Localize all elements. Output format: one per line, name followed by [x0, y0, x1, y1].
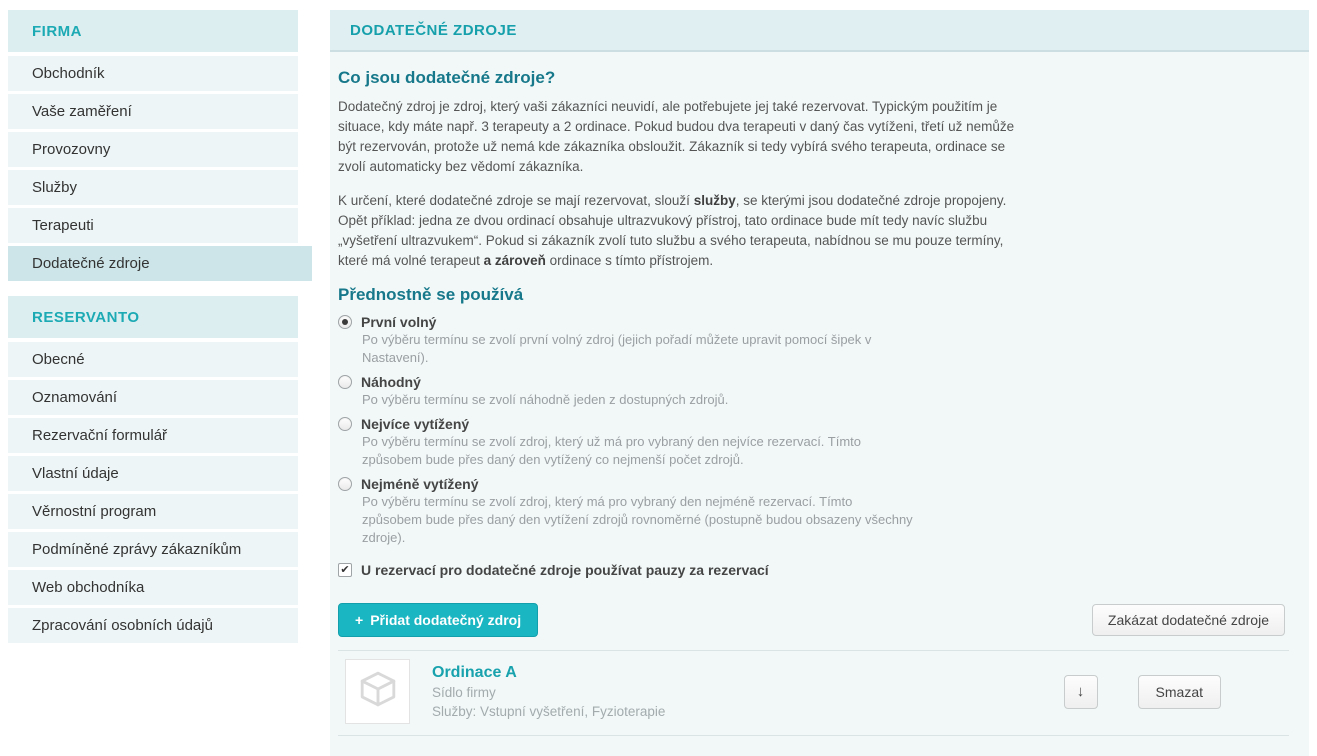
resource-thumbnail: [345, 659, 410, 724]
p2-text-c: , se kterými jsou dodatečné zdroje propojeny. Opět příklad: jedna ze dvou ordinací obsahuje ultrazvukový přístroj, tato ordinace bude mít tedy navíc službu „vyšetření ultrazvukem“. Pokud si zákazník zvolí tuto službu a svého terapeuta, nabídnou se mu pouze termíny, které má volné terapeut: [338, 193, 1007, 268]
divider: [338, 735, 1289, 736]
main-panel: [330, 10, 1309, 756]
add-resource-button[interactable]: [338, 603, 538, 637]
sidebar-item-vase-zamereni[interactable]: Vaše zaměření: [8, 94, 298, 129]
pauses-checkbox-row[interactable]: [338, 562, 1289, 578]
priority-option-least-busy: [338, 476, 1289, 547]
radio-description: Po výběru termínu se zvolí zdroj, který má pro vybraný den nejméně rezervací. Tímto způsobem bude přes daný den vytížení zdrojů rovnoměrné (postupně budou obsazeny všechny zdroje).: [362, 494, 913, 545]
p2-text-a: K určení, které dodatečné zdroje se mají rezervovat, slouží: [338, 193, 694, 208]
sidebar-item-provozovny[interactable]: Provozovny: [8, 132, 298, 167]
sidebar-section-title-reservanto: RESERVANTO: [8, 296, 298, 338]
panel-body: [330, 52, 1309, 756]
sidebar-item-obchodnik[interactable]: Obchodník: [8, 56, 298, 91]
pauses-checkbox-label[interactable]: U rezervací pro dodatečné zdroje používat pauzy za rezervací: [361, 562, 769, 578]
radio-random[interactable]: [338, 375, 352, 389]
sidebar-items-reservanto: [8, 342, 298, 643]
radio-description: Po výběru termínu se zvolí první volný zdroj (jejich pořadí můžete upravit pomocí šipek v Nastavení).: [362, 332, 872, 365]
resource-controls: [1064, 675, 1221, 709]
priority-option-first-free: [338, 314, 1289, 367]
resource-services: Služby: Vstupní vyšetření, Fyzioterapie: [432, 703, 666, 719]
radio-least-busy[interactable]: [338, 477, 352, 491]
sidebar-items-firma: [8, 56, 298, 281]
sidebar-item-zpracovani-udaju[interactable]: Zpracování osobních údajů: [8, 608, 298, 643]
resource-name-link[interactable]: Ordinace A: [432, 663, 517, 681]
priority-option-row[interactable]: [338, 374, 1289, 390]
down-arrow-icon: ↓: [1076, 683, 1085, 700]
radio-description: Po výběru termínu se zvolí náhodně jeden z dostupných zdrojů.: [362, 392, 729, 407]
sidebar-item-dodatecne-zdroje[interactable]: Dodatečné zdroje: [8, 246, 312, 281]
resource-location: Sídlo firmy: [432, 684, 496, 700]
radio-label[interactable]: Nejvíce vytížený: [361, 416, 470, 432]
sidebar-item-obecne[interactable]: Obecné: [8, 342, 298, 377]
intro-text: [338, 97, 1289, 271]
priority-option-most-busy: [338, 416, 1289, 469]
sidebar-section-reservanto: [8, 296, 298, 643]
disable-resources-button[interactable]: Zakázat dodatečné zdroje: [1092, 604, 1285, 636]
cube-icon: [355, 666, 401, 717]
intro-paragraph-2: [338, 191, 1028, 271]
p2-text-e: ordinace s tímto přístrojem.: [545, 253, 714, 268]
actions-row: [338, 603, 1289, 637]
pauses-checkbox[interactable]: [338, 563, 352, 577]
priority-heading: Přednostně se používá: [338, 285, 524, 304]
delete-resource-button[interactable]: Smazat: [1138, 675, 1221, 709]
sidebar-section-firma: [8, 10, 298, 281]
sidebar-item-vlastni-udaje[interactable]: Vlastní údaje: [8, 456, 298, 491]
sidebar-item-sluzby[interactable]: Služby: [8, 170, 298, 205]
page-title: DODATEČNÉ ZDROJE: [330, 10, 1309, 52]
priority-option-row[interactable]: [338, 314, 1289, 330]
radio-label[interactable]: První volný: [361, 314, 437, 330]
plus-icon: +: [355, 612, 364, 628]
resource-row: [338, 651, 1289, 731]
settings-sidebar: [8, 10, 298, 646]
priority-option-row[interactable]: [338, 476, 1289, 492]
radio-label[interactable]: Nejméně vytížený: [361, 476, 479, 492]
priority-option-random: [338, 374, 1289, 409]
sidebar-item-terapeuti[interactable]: Terapeuti: [8, 208, 298, 243]
sidebar-item-rezervacni-formular[interactable]: Rezervační formulář: [8, 418, 298, 453]
sidebar-item-web-obchodnika[interactable]: Web obchodníka: [8, 570, 298, 605]
add-resource-label: Přidat dodatečný zdroj: [370, 612, 522, 628]
sidebar-item-oznamovani[interactable]: Oznamování: [8, 380, 298, 415]
sidebar-section-title-firma: FIRMA: [8, 10, 298, 52]
radio-description: Po výběru termínu se zvolí zdroj, který už má pro vybraný den nejvíce rezervací. Tímto způsobem bude přes daný den vytížený co nejmenší počet zdrojů.: [362, 434, 862, 467]
priority-option-row[interactable]: [338, 416, 1289, 432]
move-down-button[interactable]: [1064, 675, 1098, 709]
intro-heading: Co jsou dodatečné zdroje?: [338, 68, 556, 87]
intro-paragraph-1: Dodatečný zdroj je zdroj, který vaši zákazníci neuvidí, ale potřebujete jej také rezervovat. Typickým použitím je situace, kdy máte např. 3 terapeuty a 2 ordinace. Pokud budou dva terapeuti v daný čas vytíženi, třetí už nemůže být rezervován, protože už nemá kde zákazníka obsloužit. Zákazník si tedy vybírá svého terapeuta, ordinace se zvolí automaticky bez vědomí zákazníka.: [338, 99, 1015, 174]
p2-bold-zaroven: a zároveň: [483, 253, 546, 268]
radio-label[interactable]: Náhodný: [361, 374, 421, 390]
p2-bold-sluzby: služby: [693, 193, 736, 208]
sidebar-item-vernostni-program[interactable]: Věrnostní program: [8, 494, 298, 529]
sidebar-item-podminene-zpravy[interactable]: Podmíněné zprávy zákazníkům: [8, 532, 298, 567]
radio-most-busy[interactable]: [338, 417, 352, 431]
radio-first-free[interactable]: [338, 315, 352, 329]
resource-info: [432, 664, 1064, 720]
